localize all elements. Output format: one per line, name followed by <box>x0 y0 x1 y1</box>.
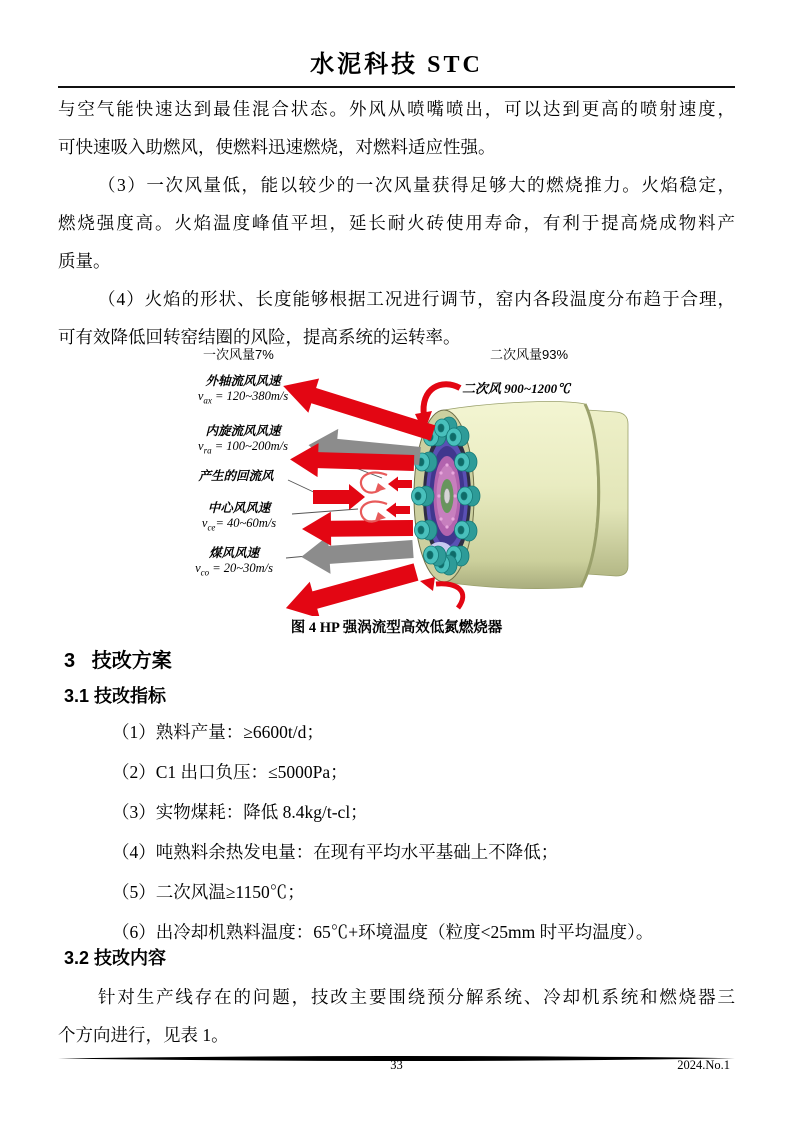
burner-diagram <box>58 338 735 616</box>
journal-title: 水泥科技 STC <box>310 52 483 78</box>
list-item: （6）出冷却机熟料温度：65℃+环境温度（粒度<25mm 时平均温度）。 <box>112 922 654 942</box>
axial-wind-label: 外轴流风风速 $v_{ax}$ = 120~380m/s <box>197 374 289 406</box>
section-heading-3-2: 3.2 技改内容 <box>64 948 167 968</box>
indicator-list <box>58 712 735 952</box>
paragraph-line: 质量。 <box>58 251 111 271</box>
header-rule <box>58 86 735 88</box>
red-arrow-recirculation <box>313 484 365 510</box>
list-item: （3）实物煤耗：降低 8.4kg/t-cl； <box>112 802 368 822</box>
paragraph-line: 燃烧强度高。火焰温度峰值平坦，延长耐火砖使用寿命，有利于提高烧成物料产 <box>58 213 735 233</box>
paragraph-line: 针对生产线存在的问题，技改主要围绕预分解系统、冷却机系统和燃烧器三 <box>98 987 735 1007</box>
body-text <box>58 90 735 356</box>
red-arrow-center <box>302 511 413 546</box>
secondary-air-label: 二次风量93% <box>490 347 569 362</box>
figure-caption: 图 4 HP 强涡流型高效低氮燃烧器 <box>290 620 503 636</box>
radial-wind-label: 内旋流风风速 $v_{ra}$ = 100~200m/s <box>198 424 288 456</box>
paragraph-line: （4）火焰的形状、长度能够根据工况进行调节，窑内各段温度分布趋于合理， <box>98 289 735 309</box>
primary-air-label: 一次风量7% <box>203 347 274 362</box>
list-item: （5）二次风温≥1150℃； <box>112 882 305 902</box>
swirl-tip-top <box>375 483 386 492</box>
list-item: （4）吨熟料余热发电量：在现有平均水平基础上不降低； <box>112 842 559 862</box>
list-item: （1）熟料产量：≥6600t/d； <box>112 722 324 742</box>
page-number: 33 <box>390 1058 403 1072</box>
paragraph-line: 个方向进行，见表 1。 <box>58 1025 229 1045</box>
paragraph-line: 可有效降低回转窑结圈的风险，提高系统的运转率。 <box>58 327 461 347</box>
paragraph-line: 与空气能快速达到最佳混合状态。外风从喷嘴喷出，可以达到更高的喷射速度， <box>58 99 735 119</box>
burner-center-pipe <box>444 489 450 504</box>
secondary-air-temp-label: 二次风 900~1200℃ <box>462 381 571 396</box>
red-arrow-small-top <box>388 477 412 492</box>
list-item: （2）C1 出口负压：≤5000Pa； <box>112 762 348 782</box>
center-wind-label: 中心风风速 $v_{ce}=$ 40~60m/s <box>201 501 277 533</box>
burner-figure <box>58 338 735 616</box>
red-arrow-small-bottom <box>386 503 410 518</box>
issue-number: 2024.No.1 <box>677 1058 730 1072</box>
paragraph-line: 可快速吸入助燃风，使燃料迅速燃烧，对燃料适应性强。 <box>58 137 496 157</box>
paragraph-line: （3）一次风量低，能以较少的一次风量获得足够大的燃烧推力。火焰稳定， <box>98 175 735 195</box>
footer-rule <box>58 1049 735 1056</box>
section-3-2-paragraph <box>58 978 735 1054</box>
section-heading-3: 3 技改方案 <box>64 650 172 672</box>
swirl-tip-bottom <box>375 512 386 521</box>
coal-wind-label: 煤风风速 $v_{co}$ = 20~30m/s <box>195 546 273 578</box>
recirculation-wind-label: 产生的回流风 <box>198 469 274 483</box>
section-heading-3-1: 3.1 技改指标 <box>64 686 167 706</box>
red-arrow-coal-wind <box>281 554 421 616</box>
